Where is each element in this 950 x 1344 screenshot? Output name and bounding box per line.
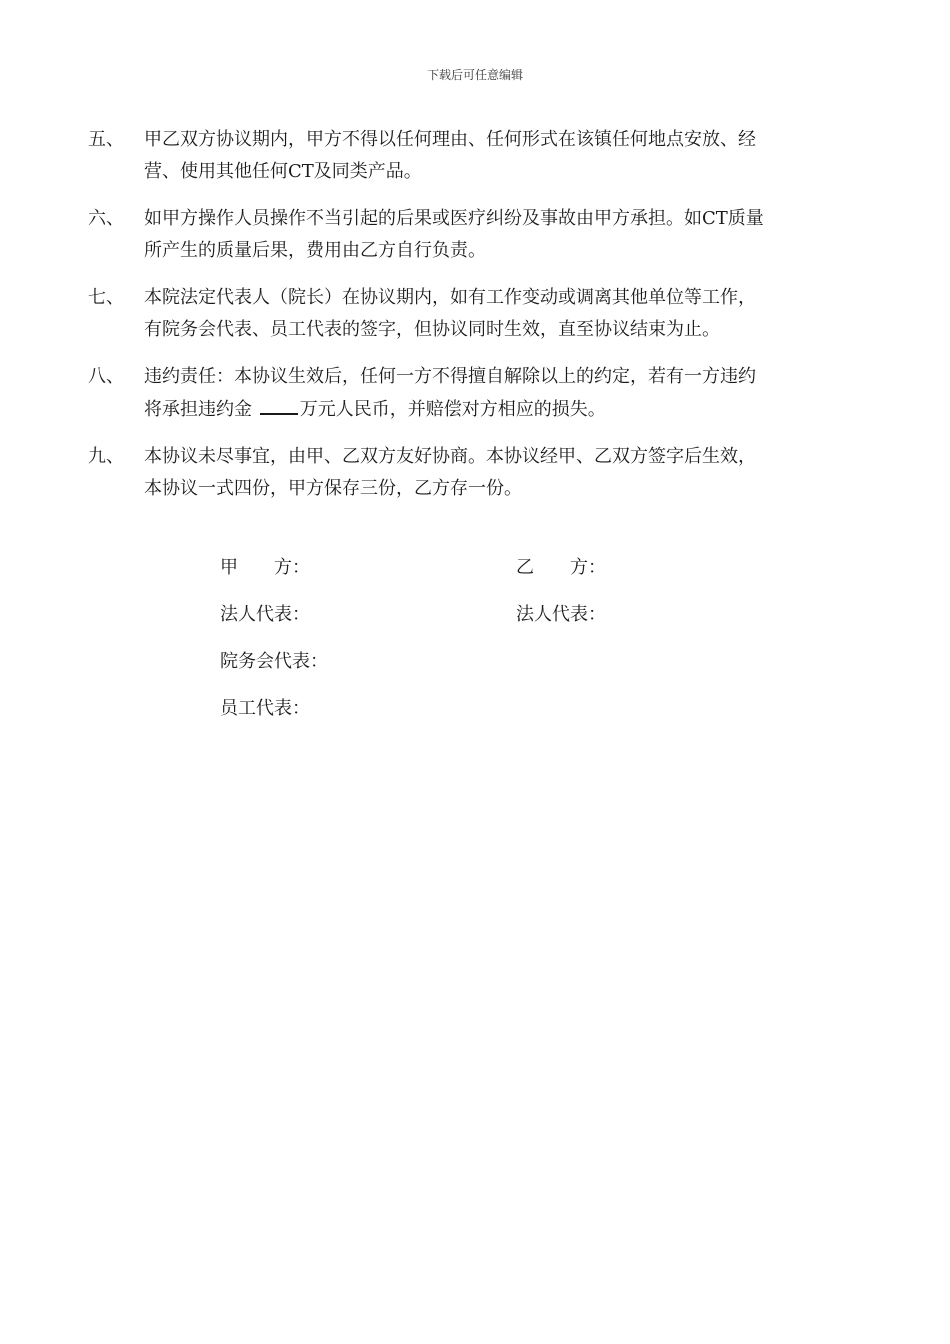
clause-line	[144, 393, 818, 426]
clause-line: 如甲方操作人员操作不当引起的后果或医疗纠纷及事故由甲方承担。如CT质量	[144, 208, 764, 229]
agreement-clauses	[88, 124, 818, 520]
signature-row-staff	[220, 683, 820, 730]
penalty-text-before: 将承担违约金	[144, 399, 252, 420]
clause-8	[88, 361, 818, 426]
clause-line: 本协议一式四份，甲方保存三份，乙方存一份。	[144, 478, 522, 499]
clause-9	[88, 441, 818, 505]
staff-rep-label: 员工代表：	[220, 697, 310, 719]
clause-number: 六、	[88, 208, 124, 229]
page-header-note: 下载后可任意编辑	[426, 68, 523, 82]
signature-row-legal-reps	[220, 589, 820, 636]
clause-line: 所产生的质量后果，费用由乙方自行负责。	[144, 240, 486, 261]
party-b-label: 乙 方：	[516, 556, 606, 578]
clause-number: 五、	[88, 129, 124, 150]
party-b-legal-rep-label: 法人代表：	[516, 603, 606, 625]
clause-line: 甲乙双方协议期内，甲方不得以任何理由、任何形式在该镇任何地点安放、经	[144, 129, 756, 150]
party-a-label: 甲 方：	[220, 556, 310, 578]
clause-5	[88, 124, 818, 188]
signature-block	[220, 542, 820, 730]
clause-number: 八、	[88, 366, 124, 387]
council-rep-label: 院务会代表：	[220, 650, 328, 672]
clause-text	[140, 282, 818, 346]
signature-row-parties	[220, 542, 820, 589]
penalty-amount-blank	[260, 393, 298, 415]
clause-6	[88, 203, 818, 267]
signature-row-council	[220, 636, 820, 683]
clause-number: 七、	[88, 287, 124, 308]
clause-number: 九、	[88, 446, 124, 467]
clause-line: 有院务会代表、员工代表的签字，但协议同时生效，直至协议结束为止。	[144, 319, 720, 340]
clause-text	[140, 203, 818, 267]
clause-text	[140, 441, 818, 505]
clause-text	[140, 361, 818, 426]
clause-7	[88, 282, 818, 346]
clause-line: 违约责任：本协议生效后，任何一方不得擅自解除以上的约定，若有一方违约	[144, 366, 756, 387]
clause-line: 营、使用其他任何CT及同类产品。	[144, 161, 422, 182]
clause-line: 本协议未尽事宜，由甲、乙双方友好协商。本协议经甲、乙双方签字后生效，	[144, 446, 756, 467]
clause-line: 本院法定代表人（院长）在协议期内，如有工作变动或调离其他单位等工作，	[144, 287, 756, 308]
penalty-text-after: 万元人民币，并赔偿对方相应的损失。	[299, 399, 606, 420]
party-a-legal-rep-label: 法人代表：	[220, 603, 310, 625]
clause-text	[140, 124, 818, 188]
